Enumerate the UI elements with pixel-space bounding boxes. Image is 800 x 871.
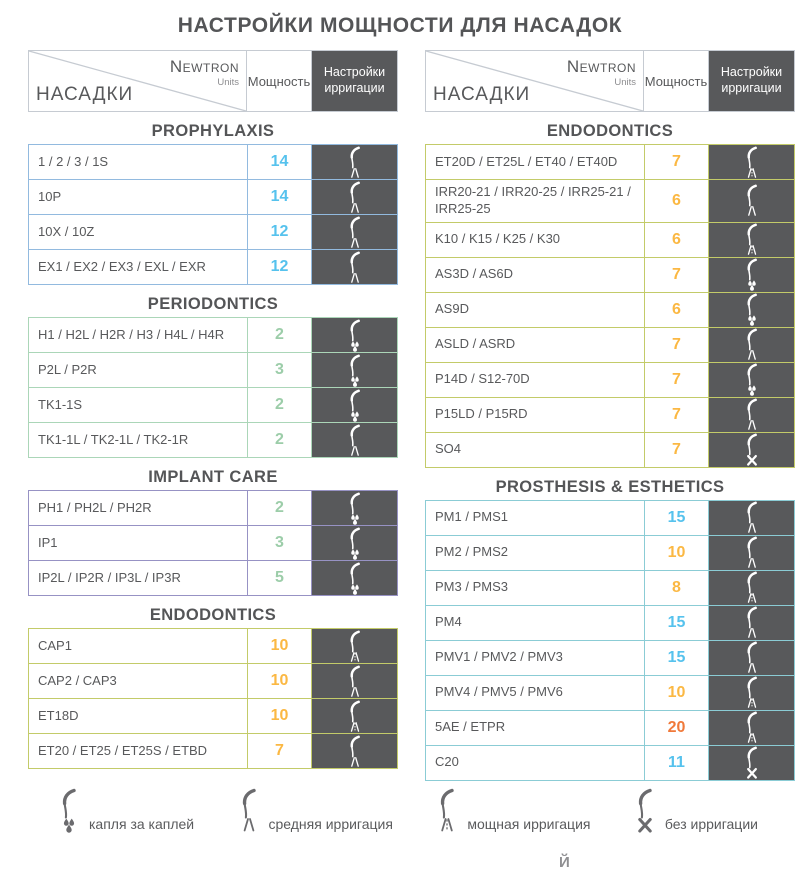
power-value: 2 <box>248 491 312 525</box>
medium-irrigation-icon <box>345 181 365 214</box>
power-value: 6 <box>645 180 709 222</box>
power-value: 6 <box>645 293 709 327</box>
table-row <box>426 570 794 605</box>
drip-irrigation-icon <box>345 319 365 352</box>
medium-irrigation-icon <box>345 251 365 284</box>
irrigation-cell <box>312 388 397 422</box>
table-row <box>426 179 794 222</box>
tip-names: CAP2 / CAP3 <box>29 664 248 698</box>
tip-names: PMV4 / PMV5 / PMV6 <box>426 676 645 710</box>
section-table <box>28 490 398 596</box>
table-row <box>29 525 397 560</box>
power-value: 15 <box>645 606 709 640</box>
irrigation-cell <box>312 145 397 179</box>
section-title: IMPLANT CARE <box>148 468 278 486</box>
irrigation-cell <box>312 318 397 352</box>
medium-irrigation-icon <box>742 501 762 534</box>
tip-names: PM2 / PMS2 <box>426 536 645 570</box>
strong-irrigation-icon <box>742 571 762 604</box>
section <box>28 120 398 285</box>
table-row <box>426 292 794 327</box>
irrigation-cell <box>709 606 794 640</box>
section-title: PROPHYLAXIS <box>151 122 275 140</box>
power-value: 15 <box>645 501 709 535</box>
table-row <box>426 535 794 570</box>
section <box>425 476 795 781</box>
tip-names: AS3D / AS6D <box>426 258 645 292</box>
legend-label: средняя ирригация <box>268 815 393 832</box>
legend-item <box>236 788 393 833</box>
legend-item <box>56 788 194 833</box>
irrigation-cell <box>312 664 397 698</box>
power-value: 11 <box>645 746 709 780</box>
table-row <box>426 710 794 745</box>
tip-names: PM3 / PMS3 <box>426 571 645 605</box>
irrigation-cell <box>709 501 794 535</box>
header-tips-cell <box>29 51 247 111</box>
tip-names: PMV1 / PMV2 / PMV3 <box>426 641 645 675</box>
tip-names: IP1 <box>29 526 248 560</box>
irrigation-cell <box>709 641 794 675</box>
irrigation-cell <box>709 571 794 605</box>
tip-names: P2L / P2R <box>29 353 248 387</box>
sections-left <box>28 120 398 769</box>
power-value: 7 <box>645 433 709 467</box>
tip-names: 10P <box>29 180 248 214</box>
legend <box>0 788 800 833</box>
irrigation-column-header: Настройки ирригации <box>312 51 397 111</box>
tip-names: CAP1 <box>29 629 248 663</box>
tip-names: PM4 <box>426 606 645 640</box>
tip-names: SO4 <box>426 433 645 467</box>
medium-irrigation-icon <box>742 328 762 361</box>
table-row <box>426 675 794 710</box>
power-value: 2 <box>248 318 312 352</box>
tips-column-label: НАСАДКИ <box>36 84 134 105</box>
power-value: 7 <box>645 258 709 292</box>
table-row <box>29 491 397 525</box>
power-value: 5 <box>248 561 312 595</box>
brand-block <box>170 58 239 88</box>
strong-irrigation-icon <box>742 223 762 256</box>
section-table <box>28 317 398 458</box>
section-title: ENDODONTICS <box>149 606 277 624</box>
tip-names: ET20 / ET25 / ET25S / ETBD <box>29 734 248 768</box>
drip-irrigation-icon <box>56 788 82 833</box>
medium-irrigation-icon <box>345 735 365 768</box>
irrigation-cell <box>709 293 794 327</box>
table-row <box>426 605 794 640</box>
power-value: 7 <box>248 734 312 768</box>
section-table <box>425 144 795 468</box>
tip-names: EX1 / EX2 / EX3 / EXL / EXR <box>29 250 248 284</box>
section-title: PERIODONTICS <box>147 295 279 313</box>
medium-irrigation-icon <box>345 665 365 698</box>
irrigation-cell <box>312 699 397 733</box>
power-value: 3 <box>248 526 312 560</box>
power-value: 10 <box>645 536 709 570</box>
power-value: 20 <box>645 711 709 745</box>
legend-label: без ирригации <box>664 815 758 832</box>
section-table <box>425 500 795 781</box>
power-value: 2 <box>248 388 312 422</box>
irrigation-cell <box>312 561 397 595</box>
section <box>28 466 398 596</box>
tip-names: P14D / S12-70D <box>426 363 645 397</box>
column-right <box>425 50 795 781</box>
irrigation-cell <box>312 250 397 284</box>
table-row <box>426 327 794 362</box>
table-row <box>426 397 794 432</box>
power-value: 10 <box>645 676 709 710</box>
table-columns <box>0 50 800 781</box>
table-row <box>29 560 397 595</box>
section <box>28 293 398 458</box>
none-irrigation-icon <box>742 746 762 779</box>
power-value: 8 <box>645 571 709 605</box>
power-value: 7 <box>645 363 709 397</box>
sections-right <box>425 120 795 781</box>
drip-irrigation-icon <box>345 527 365 560</box>
irrigation-cell <box>312 526 397 560</box>
table-row <box>426 501 794 535</box>
power-settings-poster <box>0 14 800 871</box>
brand-name: Newtron <box>566 57 636 76</box>
strong-irrigation-icon <box>742 146 762 179</box>
medium-irrigation-icon <box>345 216 365 249</box>
irrigation-cell <box>312 215 397 249</box>
strong-irrigation-icon <box>742 711 762 744</box>
tip-names: ET18D <box>29 699 248 733</box>
irrigation-cell <box>709 223 794 257</box>
section-table <box>28 144 398 285</box>
tip-names: PM1 / PMS1 <box>426 501 645 535</box>
power-value: 7 <box>645 398 709 432</box>
medium-irrigation-icon <box>236 788 262 833</box>
table-row <box>29 179 397 214</box>
table-row <box>426 362 794 397</box>
tip-names: AS9D <box>426 293 645 327</box>
power-value: 2 <box>248 423 312 457</box>
section-title: PROSTHESIS & ESTHETICS <box>495 477 725 496</box>
irrigation-cell <box>312 353 397 387</box>
irrigation-cell <box>312 491 397 525</box>
table-row <box>426 640 794 675</box>
tip-names: 1 / 2 / 3 / 1S <box>29 145 248 179</box>
tip-names: ASLD / ASRD <box>426 328 645 362</box>
brand-units-label: Units <box>614 77 636 88</box>
drip-irrigation-icon <box>345 492 365 525</box>
power-value: 10 <box>248 664 312 698</box>
tip-names: PH1 / PH2L / PH2R <box>29 491 248 525</box>
table-row <box>29 318 397 352</box>
table-row <box>29 733 397 768</box>
medium-irrigation-icon <box>345 146 365 179</box>
medium-irrigation-icon <box>742 398 762 431</box>
none-irrigation-icon <box>742 433 762 466</box>
header-table <box>425 50 795 112</box>
irrigation-cell <box>709 746 794 780</box>
section-title: ENDODONTICS <box>546 122 674 140</box>
table-row <box>426 222 794 257</box>
irrigation-cell <box>709 676 794 710</box>
irrigation-column-header: Настройки ирригации <box>709 51 794 111</box>
power-value: 6 <box>645 223 709 257</box>
power-value: 3 <box>248 353 312 387</box>
medium-irrigation-icon <box>345 424 365 457</box>
medium-irrigation-icon <box>742 641 762 674</box>
strong-irrigation-icon <box>742 676 762 709</box>
tip-names: H1 / H2L / H2R / H3 / H4L / H4R <box>29 318 248 352</box>
irrigation-cell <box>709 328 794 362</box>
irrigation-cell <box>709 363 794 397</box>
power-column-header: Мощность <box>644 51 709 111</box>
irrigation-cell <box>709 145 794 179</box>
power-value: 7 <box>645 328 709 362</box>
medium-irrigation-icon <box>742 184 762 217</box>
table-row <box>29 698 397 733</box>
power-value: 12 <box>248 250 312 284</box>
brand-block <box>567 58 636 88</box>
table-row <box>426 257 794 292</box>
power-value: 12 <box>248 215 312 249</box>
power-value: 14 <box>248 180 312 214</box>
irrigation-cell <box>312 180 397 214</box>
strong-irrigation-icon <box>434 788 460 833</box>
drip-irrigation-icon <box>345 389 365 422</box>
tip-names: TK1-1L / TK2-1L / TK2-1R <box>29 423 248 457</box>
column-left <box>28 50 398 769</box>
no-irrigation-icon <box>632 788 658 833</box>
irrigation-cell <box>709 398 794 432</box>
power-value: 10 <box>248 699 312 733</box>
header-tips-cell <box>426 51 644 111</box>
tip-names: C20 <box>426 746 645 780</box>
drip-irrigation-icon <box>345 562 365 595</box>
power-value: 10 <box>248 629 312 663</box>
table-row <box>426 745 794 780</box>
power-value: 7 <box>645 145 709 179</box>
strong-irrigation-icon <box>345 630 365 663</box>
tip-names: P15LD / P15RD <box>426 398 645 432</box>
tip-names: ET20D / ET25L / ET40 / ET40D <box>426 145 645 179</box>
tip-names: TK1-1S <box>29 388 248 422</box>
section <box>28 604 398 769</box>
table-row <box>426 145 794 179</box>
irrigation-cell <box>709 711 794 745</box>
drip-irrigation-icon <box>345 354 365 387</box>
irrigation-cell <box>709 433 794 467</box>
legend-item <box>632 788 758 833</box>
page-title: НАСТРОЙКИ МОЩНОСТИ ДЛЯ НАСАДОК <box>177 14 623 37</box>
legend-label: мощная ирригация <box>467 815 591 832</box>
table-row <box>29 214 397 249</box>
irrigation-cell <box>709 536 794 570</box>
table-row <box>29 422 397 457</box>
table-row <box>426 432 794 467</box>
table-row <box>29 629 397 663</box>
table-row <box>29 663 397 698</box>
drip-irrigation-icon <box>742 363 762 396</box>
legend-item <box>434 788 590 833</box>
table-row <box>29 145 397 179</box>
drip-irrigation-icon <box>742 293 762 326</box>
drip-irrigation-icon <box>742 258 762 291</box>
tip-names: 5AE / ETPR <box>426 711 645 745</box>
power-column-header: Мощность <box>247 51 312 111</box>
table-row <box>29 387 397 422</box>
tip-names: IP2L / IP2R / IP3L / IP3R <box>29 561 248 595</box>
section-table <box>28 628 398 769</box>
header-table <box>28 50 398 112</box>
medium-irrigation-icon <box>742 536 762 569</box>
cutoff-text-fragment: Й <box>559 854 570 871</box>
irrigation-cell <box>312 629 397 663</box>
strong-irrigation-icon <box>345 700 365 733</box>
legend-label: капля за каплей <box>89 815 195 832</box>
medium-irrigation-icon <box>742 606 762 639</box>
table-row <box>29 352 397 387</box>
irrigation-cell <box>312 423 397 457</box>
irrigation-cell <box>709 258 794 292</box>
irrigation-cell <box>312 734 397 768</box>
tips-column-label: НАСАДКИ <box>433 84 531 105</box>
tip-names: K10 / K15 / K25 / K30 <box>426 223 645 257</box>
power-value: 14 <box>248 145 312 179</box>
power-value: 15 <box>645 641 709 675</box>
tip-names: IRR20-21 / IRR20-25 / IRR25-21 / IRR25-25 <box>426 180 645 222</box>
section <box>425 120 795 468</box>
irrigation-cell <box>709 180 794 222</box>
brand-name: Newtron <box>169 57 239 76</box>
tip-names: 10X / 10Z <box>29 215 248 249</box>
table-row <box>29 249 397 284</box>
brand-units-label: Units <box>217 77 239 88</box>
